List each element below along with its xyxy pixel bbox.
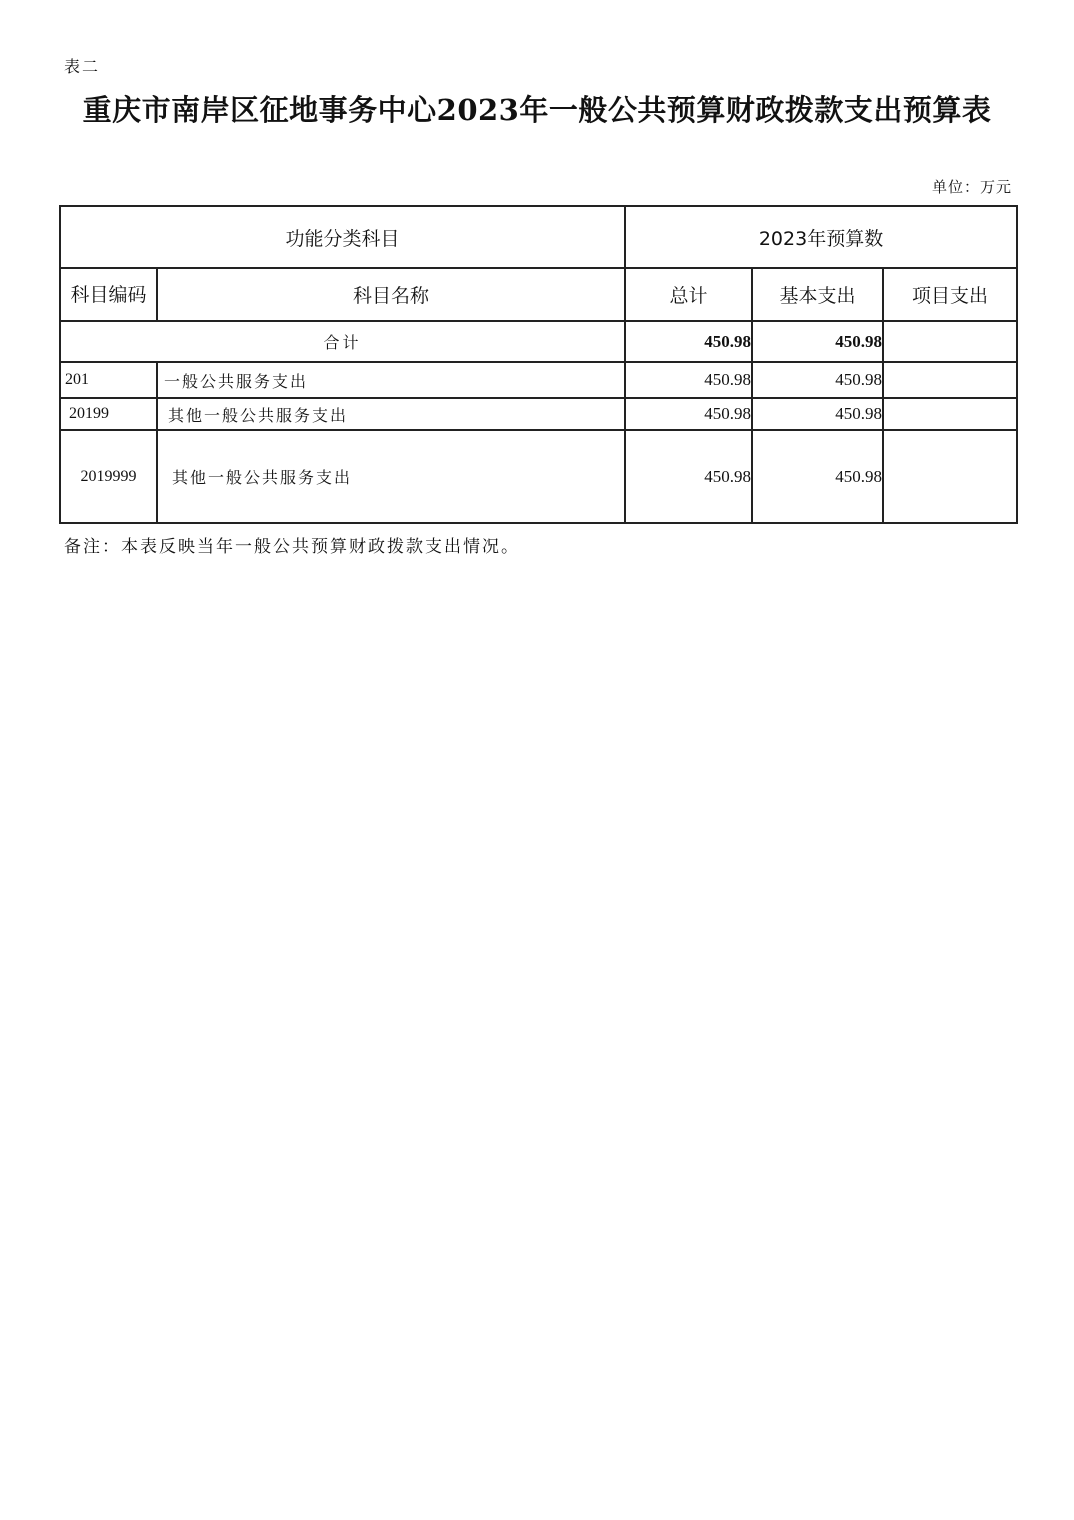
budget-table [59,205,1018,524]
row-code: 20199 [60,398,157,430]
row-code: 201 [60,362,157,398]
row-total: 450.98 [625,362,752,398]
page-title: 重庆市南岸区征地事务中心2023年一般公共预算财政拨款支出预算表 [82,93,992,127]
row-project [883,398,1017,430]
total-label: 合计 [60,321,625,362]
row-name: 其他一般公共服务支出 [157,430,625,523]
table-row [60,398,1017,430]
header-code: 科目编码 [60,268,157,321]
table-tag: 表二 [64,57,101,76]
row-total: 450.98 [625,430,752,523]
header-basic: 基本支出 [752,268,883,321]
row-name: 其他一般公共服务支出 [157,398,625,430]
total-total: 450.98 [625,321,752,362]
header-total: 总计 [625,268,752,321]
row-project [883,362,1017,398]
total-basic: 450.98 [752,321,883,362]
table-row [60,430,1017,523]
header-row-1 [60,206,1017,268]
row-basic: 450.98 [752,430,883,523]
row-name: 一般公共服务支出 [157,362,625,398]
footnote: 备注：本表反映当年一般公共预算财政拨款支出情况。 [64,537,520,557]
header-project: 项目支出 [883,268,1017,321]
row-total: 450.98 [625,398,752,430]
row-code: 2019999 [60,430,157,523]
header-name: 科目名称 [157,268,625,321]
row-project [883,430,1017,523]
row-basic: 450.98 [752,398,883,430]
header-row-2 [60,268,1017,321]
table-row [60,362,1017,398]
total-project [883,321,1017,362]
row-basic: 450.98 [752,362,883,398]
total-row [60,321,1017,362]
unit-label: 单位：万元 [931,178,1012,196]
header-functional-category: 功能分类科目 [60,206,625,268]
header-budget-year: 2023年预算数 [625,206,1017,268]
